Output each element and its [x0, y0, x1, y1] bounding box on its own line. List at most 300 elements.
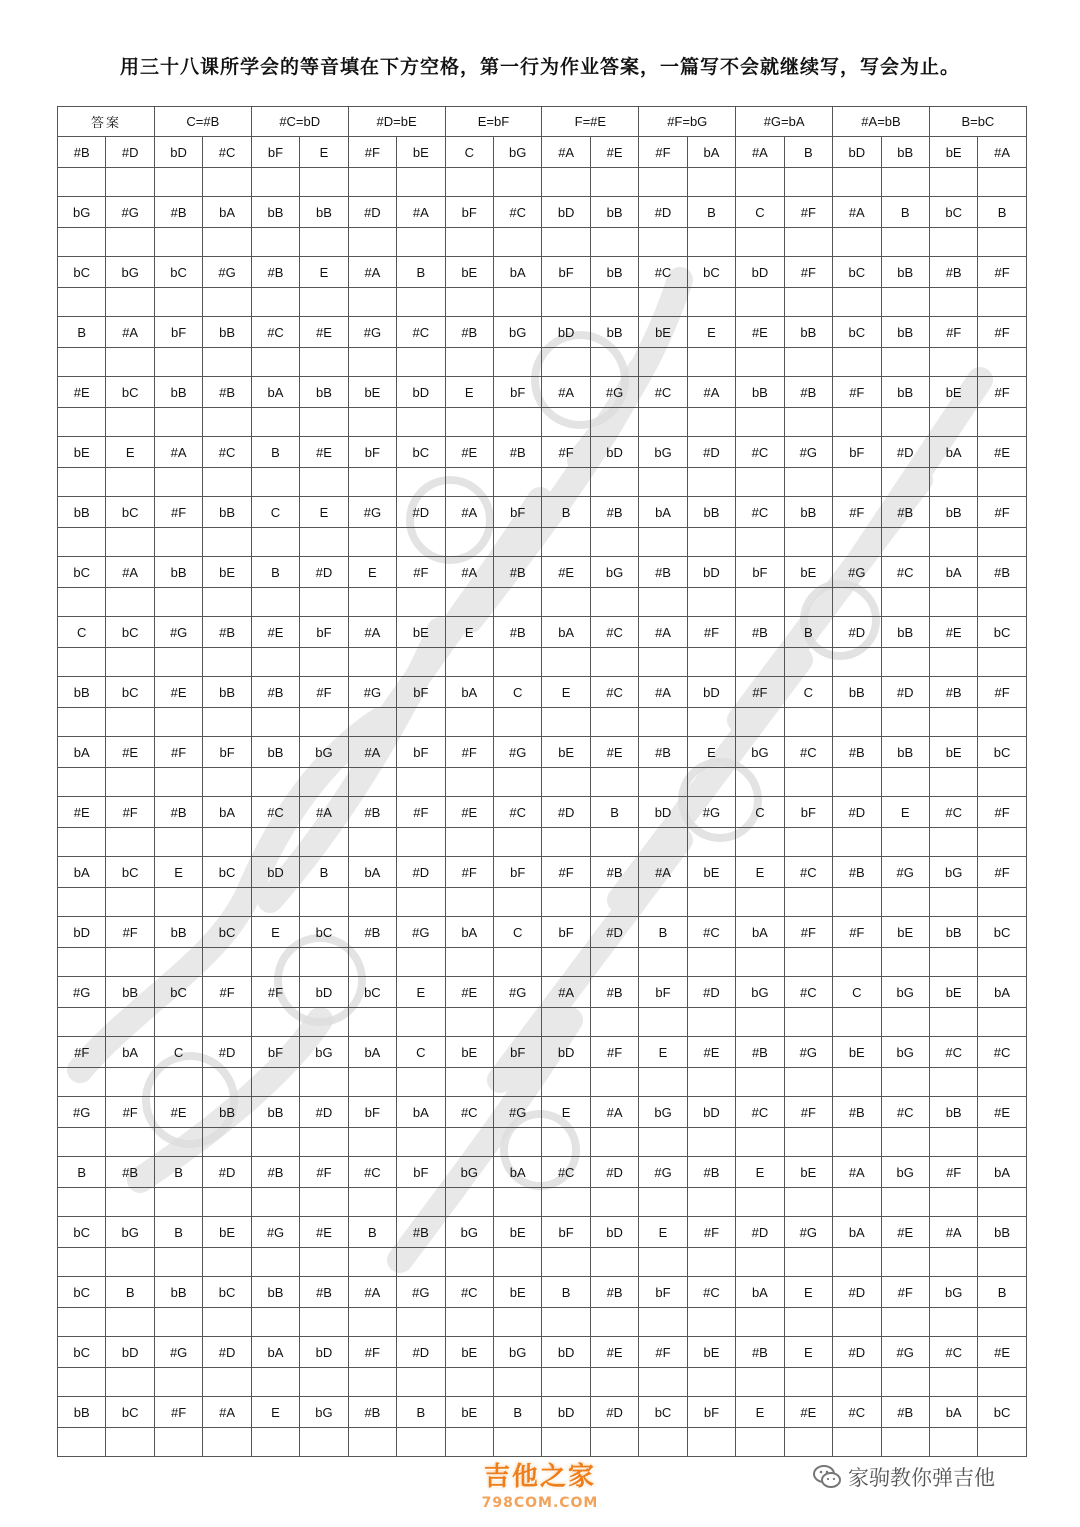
answer-cell	[590, 708, 638, 737]
answer-cell	[397, 1428, 445, 1457]
answer-cell	[106, 768, 154, 797]
answer-cell	[929, 468, 977, 497]
note-cell: #G	[881, 1337, 929, 1368]
answer-cell	[978, 768, 1026, 797]
note-cell: bD	[58, 917, 106, 948]
answer-cell	[106, 1128, 154, 1157]
answer-cell	[590, 468, 638, 497]
note-cell: B	[154, 1217, 202, 1248]
answer-cell	[58, 1308, 106, 1337]
note-cell: bE	[881, 917, 929, 948]
answer-cell	[639, 588, 687, 617]
note-cell: E	[736, 1397, 784, 1428]
note-cell: #B	[348, 797, 396, 828]
answer-cell	[348, 1308, 396, 1337]
answer-cell	[784, 888, 832, 917]
note-cell: #E	[300, 437, 348, 468]
note-cell: #B	[590, 497, 638, 528]
answer-cell	[445, 768, 493, 797]
note-cell: bC	[348, 977, 396, 1008]
note-cell: bC	[58, 1277, 106, 1308]
answer-cell	[203, 708, 251, 737]
note-cell: #C	[203, 437, 251, 468]
note-cell: bC	[58, 1217, 106, 1248]
note-cell: #B	[736, 1037, 784, 1068]
question-row	[58, 677, 1027, 708]
answer-cell	[833, 1428, 881, 1457]
question-row	[58, 1337, 1027, 1368]
note-cell: #A	[833, 197, 881, 228]
note-cell: #D	[833, 1277, 881, 1308]
answer-row	[58, 948, 1027, 977]
answer-cell	[881, 348, 929, 377]
answer-cell	[784, 1248, 832, 1277]
answer-cell	[881, 1248, 929, 1277]
answer-cell	[300, 1428, 348, 1457]
note-cell: bC	[978, 617, 1026, 648]
question-row	[58, 257, 1027, 288]
answer-cell	[881, 768, 929, 797]
note-cell: bE	[639, 317, 687, 348]
answer-cell	[736, 1008, 784, 1037]
note-cell: bA	[397, 1097, 445, 1128]
answer-cell	[397, 828, 445, 857]
note-cell: #F	[639, 137, 687, 168]
wechat-account-name: 家驹教你弹吉他	[848, 1466, 995, 1490]
note-cell: #G	[833, 557, 881, 588]
note-cell: bG	[106, 257, 154, 288]
answer-cell	[590, 1008, 638, 1037]
answer-cell	[251, 528, 299, 557]
answer-cell	[784, 828, 832, 857]
note-cell: #G	[203, 257, 251, 288]
note-cell: #F	[833, 377, 881, 408]
note-cell: #A	[106, 557, 154, 588]
note-cell: bG	[639, 437, 687, 468]
note-cell: #B	[687, 1157, 735, 1188]
answer-cell	[58, 168, 106, 197]
note-cell: bA	[493, 257, 541, 288]
note-cell: #C	[348, 1157, 396, 1188]
answer-cell	[58, 1428, 106, 1457]
answer-cell	[542, 408, 590, 437]
note-cell: bG	[881, 1157, 929, 1188]
note-cell: E	[106, 437, 154, 468]
note-cell: bB	[106, 977, 154, 1008]
answer-cell	[203, 228, 251, 257]
answer-cell	[833, 828, 881, 857]
note-cell: bC	[154, 257, 202, 288]
note-cell: bD	[300, 1337, 348, 1368]
answer-cell	[929, 1428, 977, 1457]
answer-cell	[445, 1068, 493, 1097]
note-cell: #C	[736, 497, 784, 528]
answer-cell	[300, 1188, 348, 1217]
answer-cell	[881, 1188, 929, 1217]
answer-cell	[106, 348, 154, 377]
answer-cell	[929, 768, 977, 797]
answer-cell	[784, 1128, 832, 1157]
question-row	[58, 1277, 1027, 1308]
answer-cell	[106, 648, 154, 677]
answer-cell	[348, 888, 396, 917]
note-cell: bC	[978, 917, 1026, 948]
note-cell: bC	[833, 257, 881, 288]
note-cell: C	[397, 1037, 445, 1068]
answer-cell	[639, 408, 687, 437]
answer-cell	[590, 1248, 638, 1277]
question-row	[58, 857, 1027, 888]
answer-cell	[881, 1068, 929, 1097]
answer-cell	[833, 1008, 881, 1037]
note-cell: C	[58, 617, 106, 648]
note-cell: bA	[251, 377, 299, 408]
note-cell: bE	[445, 1037, 493, 1068]
answer-cell	[106, 1068, 154, 1097]
note-cell: E	[300, 257, 348, 288]
note-cell: #B	[445, 317, 493, 348]
answer-cell	[784, 1428, 832, 1457]
note-cell: B	[397, 257, 445, 288]
note-cell: bE	[397, 617, 445, 648]
answer-cell	[251, 288, 299, 317]
answer-cell	[542, 1428, 590, 1457]
header-c-sharp: #C=bD	[251, 107, 348, 137]
note-cell: bC	[58, 1337, 106, 1368]
note-cell: bF	[493, 1037, 541, 1068]
answer-row	[58, 648, 1027, 677]
note-cell: bB	[881, 377, 929, 408]
answer-cell	[833, 468, 881, 497]
answer-cell	[639, 648, 687, 677]
answer-cell	[590, 828, 638, 857]
answer-cell	[397, 528, 445, 557]
answer-cell	[397, 1368, 445, 1397]
answer-cell	[639, 1068, 687, 1097]
note-cell: bA	[978, 977, 1026, 1008]
note-cell: #B	[833, 857, 881, 888]
note-cell: B	[978, 1277, 1026, 1308]
answer-cell	[154, 888, 202, 917]
answer-cell	[203, 528, 251, 557]
answer-cell	[881, 1308, 929, 1337]
answer-cell	[445, 648, 493, 677]
answer-cell	[106, 948, 154, 977]
note-cell: #C	[445, 1277, 493, 1308]
note-cell: bA	[251, 1337, 299, 1368]
answer-cell	[929, 528, 977, 557]
answer-cell	[445, 1368, 493, 1397]
note-cell: #B	[106, 1157, 154, 1188]
note-cell: bD	[397, 377, 445, 408]
note-cell: bA	[348, 1037, 396, 1068]
answer-cell	[106, 468, 154, 497]
note-cell: #F	[784, 917, 832, 948]
note-cell: #D	[203, 1157, 251, 1188]
note-cell: bA	[445, 917, 493, 948]
note-cell: bA	[736, 1277, 784, 1308]
answer-cell	[736, 1188, 784, 1217]
note-cell: #E	[978, 1337, 1026, 1368]
note-cell: E	[639, 1037, 687, 1068]
answer-cell	[736, 288, 784, 317]
note-cell: #C	[978, 1037, 1026, 1068]
answer-cell	[590, 348, 638, 377]
note-cell: B	[251, 557, 299, 588]
note-cell: #D	[203, 1037, 251, 1068]
answer-cell	[58, 348, 106, 377]
note-cell: #G	[784, 437, 832, 468]
note-cell: bF	[300, 617, 348, 648]
answer-cell	[300, 648, 348, 677]
note-cell: bD	[542, 197, 590, 228]
note-cell: bB	[590, 257, 638, 288]
answer-cell	[784, 288, 832, 317]
answer-cell	[639, 708, 687, 737]
answer-cell	[784, 948, 832, 977]
note-cell: #B	[929, 677, 977, 708]
answer-cell	[251, 228, 299, 257]
answer-cell	[397, 1308, 445, 1337]
question-row	[58, 1037, 1027, 1068]
question-row	[58, 1097, 1027, 1128]
answer-row	[58, 228, 1027, 257]
answer-cell	[833, 768, 881, 797]
answer-cell	[58, 1248, 106, 1277]
note-cell: bF	[445, 197, 493, 228]
note-cell: #C	[397, 317, 445, 348]
answer-cell	[445, 1248, 493, 1277]
answer-cell	[493, 168, 541, 197]
note-cell: bA	[493, 1157, 541, 1188]
answer-cell	[300, 408, 348, 437]
note-cell: bE	[784, 1157, 832, 1188]
note-cell: bF	[833, 437, 881, 468]
answer-cell	[300, 348, 348, 377]
answer-cell	[736, 768, 784, 797]
note-cell: #F	[348, 137, 396, 168]
note-cell: #B	[881, 1397, 929, 1428]
note-cell: bF	[348, 437, 396, 468]
note-cell: bG	[929, 857, 977, 888]
note-cell: #E	[978, 1097, 1026, 1128]
question-row	[58, 137, 1027, 168]
answer-cell	[736, 1308, 784, 1337]
note-cell: #E	[590, 137, 638, 168]
note-cell: #G	[493, 737, 541, 768]
answer-cell	[251, 828, 299, 857]
note-cell: bG	[736, 977, 784, 1008]
note-cell: bG	[493, 1337, 541, 1368]
note-cell: #F	[590, 1037, 638, 1068]
answer-cell	[736, 228, 784, 257]
note-cell: bB	[736, 377, 784, 408]
note-cell: #C	[784, 977, 832, 1008]
answer-cell	[300, 1248, 348, 1277]
note-cell: #B	[784, 377, 832, 408]
note-cell: #B	[251, 257, 299, 288]
answer-cell	[881, 528, 929, 557]
answer-cell	[493, 1248, 541, 1277]
note-cell: #F	[348, 1337, 396, 1368]
answer-cell	[687, 348, 735, 377]
answer-cell	[154, 588, 202, 617]
answer-cell	[784, 168, 832, 197]
note-cell: #A	[639, 857, 687, 888]
answer-cell	[58, 1008, 106, 1037]
answer-cell	[348, 468, 396, 497]
answer-cell	[542, 888, 590, 917]
note-cell: #A	[542, 377, 590, 408]
answer-cell	[978, 588, 1026, 617]
answer-cell	[251, 1428, 299, 1457]
note-cell: bE	[58, 437, 106, 468]
answer-cell	[203, 1068, 251, 1097]
answer-cell	[542, 348, 590, 377]
note-cell: #D	[590, 1397, 638, 1428]
answer-cell	[493, 228, 541, 257]
note-cell: #B	[736, 617, 784, 648]
answer-cell	[58, 528, 106, 557]
answer-cell	[736, 348, 784, 377]
note-cell: #B	[251, 677, 299, 708]
note-cell: bC	[106, 1397, 154, 1428]
note-cell: #F	[300, 677, 348, 708]
note-cell: bE	[445, 1337, 493, 1368]
answer-cell	[833, 408, 881, 437]
answer-cell	[493, 1068, 541, 1097]
answer-cell	[445, 1308, 493, 1337]
answer-cell	[687, 228, 735, 257]
answer-cell	[154, 768, 202, 797]
note-cell: bB	[784, 497, 832, 528]
answer-cell	[978, 648, 1026, 677]
note-cell: bG	[929, 1277, 977, 1308]
answer-cell	[929, 948, 977, 977]
answer-cell	[397, 648, 445, 677]
answer-cell	[784, 528, 832, 557]
note-cell: bC	[929, 197, 977, 228]
answer-cell	[300, 948, 348, 977]
answer-cell	[978, 228, 1026, 257]
answer-cell	[736, 648, 784, 677]
answer-cell	[929, 708, 977, 737]
note-cell: #B	[397, 1217, 445, 1248]
note-cell: #F	[978, 857, 1026, 888]
note-cell: bF	[348, 1097, 396, 1128]
answer-cell	[493, 948, 541, 977]
note-cell: bE	[493, 1277, 541, 1308]
note-cell: #B	[833, 737, 881, 768]
answer-cell	[590, 888, 638, 917]
note-cell: #D	[300, 1097, 348, 1128]
note-cell: bE	[203, 557, 251, 588]
note-cell: #D	[542, 797, 590, 828]
answer-cell	[590, 1068, 638, 1097]
note-cell: #E	[590, 1337, 638, 1368]
answer-cell	[493, 648, 541, 677]
answer-cell	[106, 288, 154, 317]
answer-cell	[687, 948, 735, 977]
note-cell: B	[493, 1397, 541, 1428]
note-cell: #B	[493, 437, 541, 468]
note-cell: #A	[687, 377, 735, 408]
answer-cell	[203, 1428, 251, 1457]
note-cell: E	[881, 797, 929, 828]
answer-cell	[736, 588, 784, 617]
note-cell: #G	[397, 1277, 445, 1308]
note-cell: bA	[833, 1217, 881, 1248]
note-cell: E	[251, 1397, 299, 1428]
note-cell: bF	[687, 1397, 735, 1428]
note-cell: #G	[348, 677, 396, 708]
answer-cell	[687, 168, 735, 197]
answer-cell	[736, 528, 784, 557]
answer-cell	[251, 948, 299, 977]
note-cell: bG	[300, 1037, 348, 1068]
answer-cell	[639, 1188, 687, 1217]
note-cell: bA	[542, 617, 590, 648]
answer-cell	[106, 888, 154, 917]
answer-cell	[251, 588, 299, 617]
note-cell: #F	[154, 1397, 202, 1428]
answer-cell	[493, 1128, 541, 1157]
answer-cell	[639, 348, 687, 377]
answer-cell	[542, 1068, 590, 1097]
answer-cell	[639, 1248, 687, 1277]
answer-cell	[300, 1368, 348, 1397]
answer-cell	[348, 1128, 396, 1157]
header-row	[58, 107, 1027, 137]
answer-cell	[445, 888, 493, 917]
answer-cell	[639, 768, 687, 797]
answer-cell	[493, 588, 541, 617]
answer-cell	[106, 1188, 154, 1217]
note-cell: #G	[348, 497, 396, 528]
note-cell: bF	[493, 857, 541, 888]
answer-cell	[203, 468, 251, 497]
note-cell: #G	[348, 317, 396, 348]
note-cell: bE	[493, 1217, 541, 1248]
answer-cell	[106, 1368, 154, 1397]
answer-cell	[639, 1008, 687, 1037]
answer-cell	[58, 948, 106, 977]
answer-cell	[590, 288, 638, 317]
answer-cell	[154, 648, 202, 677]
note-cell: #F	[639, 1337, 687, 1368]
note-cell: #E	[154, 677, 202, 708]
note-cell: #D	[881, 677, 929, 708]
note-cell: E	[445, 617, 493, 648]
note-cell: bG	[881, 977, 929, 1008]
note-cell: #B	[154, 197, 202, 228]
answer-cell	[300, 1008, 348, 1037]
note-cell: #E	[106, 737, 154, 768]
note-cell: #G	[493, 977, 541, 1008]
answer-cell	[929, 228, 977, 257]
answer-cell	[929, 1368, 977, 1397]
note-cell: #D	[833, 1337, 881, 1368]
note-cell: bB	[58, 1397, 106, 1428]
note-cell: #B	[348, 917, 396, 948]
note-cell: #F	[929, 317, 977, 348]
note-cell: #B	[736, 1337, 784, 1368]
answer-cell	[542, 468, 590, 497]
question-row	[58, 797, 1027, 828]
note-cell: #F	[784, 1097, 832, 1128]
note-cell: bA	[929, 557, 977, 588]
note-cell: bA	[929, 437, 977, 468]
